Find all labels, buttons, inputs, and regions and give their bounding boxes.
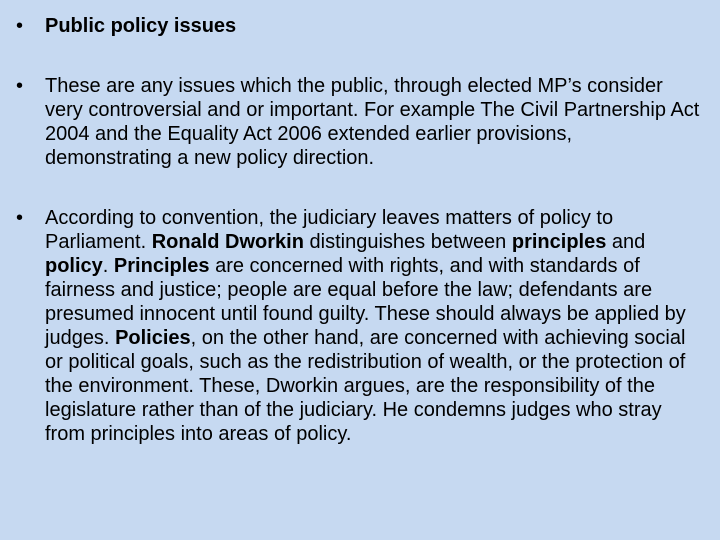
bullet-heading-text: Public policy issues [45, 15, 237, 37]
bold-run: Policies [115, 327, 191, 349]
bullet-point-icon: • [16, 75, 24, 97]
bold-run: Ronald Dworkin [151, 231, 304, 253]
bullet-heading [45, 14, 700, 38]
text-run: and [606, 231, 646, 253]
bullet-public-policy-issues [16, 14, 700, 38]
bold-run: principles [511, 231, 607, 253]
bullet-dworkin-text [45, 206, 700, 446]
bold-run: Principles [113, 255, 210, 277]
text-run: , on the other hand, are concerned with achieving social or political goals, such as the redistribution of wealth, or the protection of the environment. These, Dworkin argues, are the responsibility of the legislature rather than of the judiciary. He condemns judges who stray from principles into areas of policy. [45, 327, 686, 445]
text-run: According to convention, the judiciary leaves matters of policy to Parliament. [45, 207, 614, 253]
bold-run: policy [45, 255, 103, 277]
bullet-point-icon: • [16, 207, 24, 229]
bullet-point-icon: • [16, 15, 24, 37]
bullet-definition [16, 74, 700, 170]
text-run: . [102, 255, 114, 277]
bullet-definition-text: These are any issues which the public, through elected MP’s consider very controversial and or important. For example The Civil Partnership Act 2004 and the Equality Act 2006 extended earlier provisions, demonstrating a new policy direction. [45, 75, 700, 169]
text-run: are concerned with rights, and with standards of fairness and justice; people are equal before the law; defendants are presumed innocent until found guilty. These should always be applied by judges. [45, 255, 686, 349]
bullet-dworkin [16, 206, 700, 446]
text-run: distinguishes between [303, 231, 512, 253]
